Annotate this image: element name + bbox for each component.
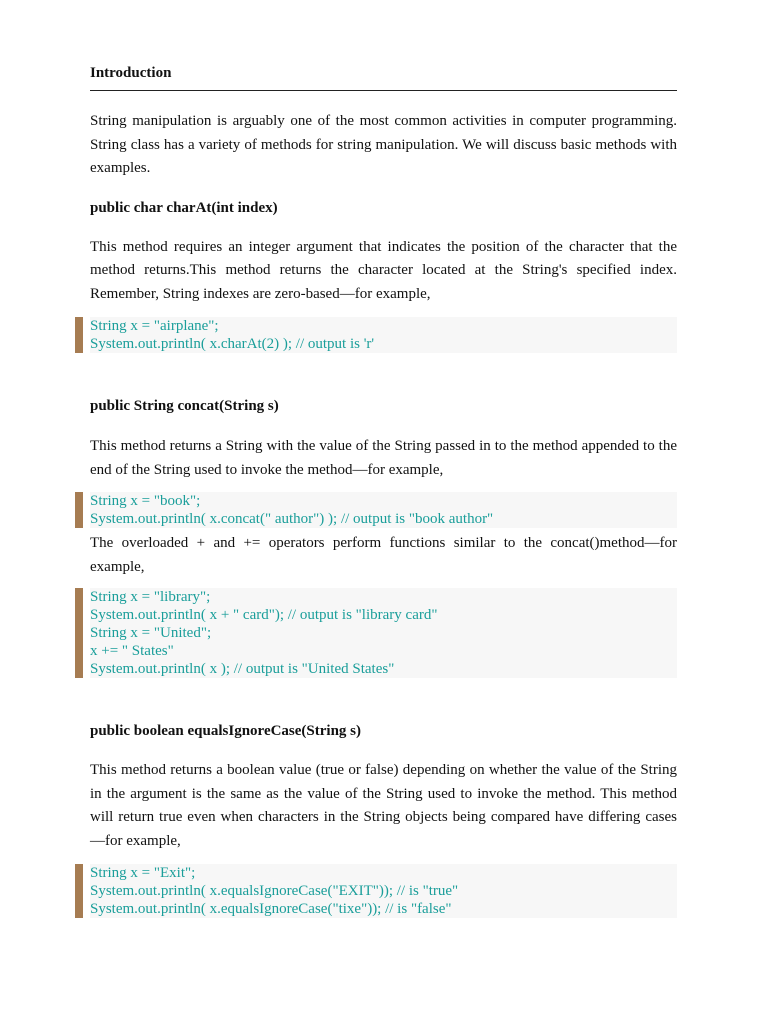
- code-block-operators: [90, 588, 677, 678]
- code-line: String x = "Exit";: [90, 865, 196, 881]
- section-description-equalsignorecase: This method returns a boolean value (true or false) depending on whether the value of the String in the argument is the same as the value of the String used to invoke the method. This method will return true even when characters in the String objects being compared have differing cases —for example,: [90, 762, 677, 849]
- section-description-operators: The overloaded + and += operators perform functions similar to the concat()method—for example,: [90, 535, 677, 575]
- document-page: [90, 64, 677, 918]
- intro-paragraph: String manipulation is arguably one of the most common activities in computer programming. String class has a variety of methods for string manipulation. We will discuss basic methods with examples.: [90, 113, 677, 176]
- code-line: String x = "book";: [90, 493, 201, 509]
- code-line: String x = "airplane";: [90, 318, 219, 334]
- code-line: System.out.println( x.equalsIgnoreCase("EXIT")); // is "true": [90, 883, 459, 899]
- code-line: String x = "United";: [90, 625, 212, 641]
- section-description-concat: This method returns a String with the value of the String passed in to the method appended to the end of the String used to invoke the method—for example,: [90, 438, 677, 478]
- section-heading-concat: public String concat(String s): [90, 398, 279, 414]
- section-heading-equalsignorecase: public boolean equalsIgnoreCase(String s): [90, 723, 362, 739]
- code-block-charat: [90, 317, 677, 353]
- code-line: System.out.println( x.concat(" author") ); // output is "book author": [90, 511, 494, 527]
- code-line: System.out.println( x.charAt(2) ); // output is 'r': [90, 336, 375, 352]
- section-description-charat: This method requires an integer argument that indicates the position of the character that the method returns.This method returns the character located at the String's specified index. Remember, String indexes are zero-based—for example,: [90, 238, 677, 302]
- section-heading-charat: public char charAt(int index): [90, 199, 278, 216]
- code-line: x += " States": [90, 643, 174, 659]
- code-block-concat: [90, 492, 677, 528]
- code-line: System.out.println( x + " card"); // output is "library card": [90, 607, 438, 623]
- code-block-equalsignorecase: [90, 864, 677, 918]
- code-line: System.out.println( x ); // output is "United States": [90, 661, 395, 677]
- code-line: System.out.println( x.equalsIgnoreCase("tixe")); // is "false": [90, 901, 452, 917]
- code-line: String x = "library";: [90, 589, 211, 605]
- page-title: Introduction: [90, 64, 677, 91]
